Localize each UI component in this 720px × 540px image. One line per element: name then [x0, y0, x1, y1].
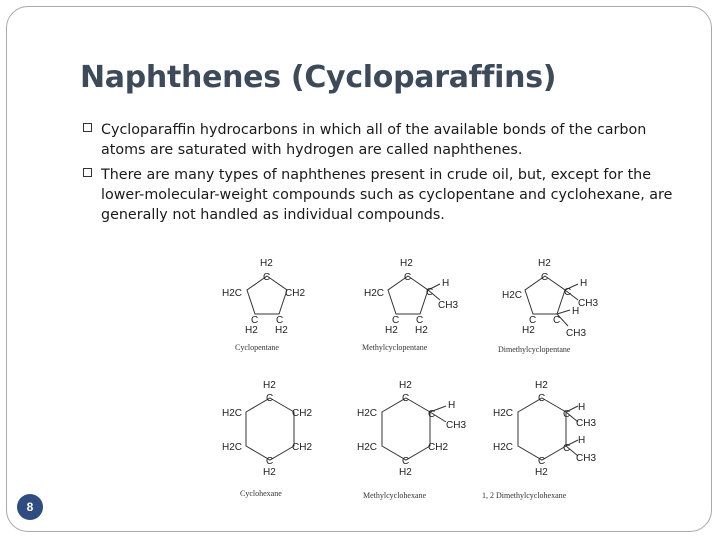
atom-label: H [578, 435, 586, 446]
atom-label: CH3 [566, 328, 587, 339]
atom-label: C [416, 315, 424, 326]
methylcyclohexane-structure [357, 380, 466, 500]
atom-label: H [578, 402, 586, 413]
atom-label: H2C [364, 288, 385, 299]
cyclohexane-structure [222, 380, 312, 498]
atom-label: C [266, 393, 274, 404]
structure-name: Methylcyclohexane [363, 491, 427, 500]
naphthene-structures-figure [200, 250, 620, 510]
bullet-text: Cycloparaffin hydrocarbons in which all of the available bonds of the carbon atoms are saturated with hydrogen are called naphthenes. [101, 122, 647, 158]
atom-label: H2C [222, 442, 243, 453]
methylcyclopentane-structure [362, 258, 458, 352]
atom-label: H2 [538, 258, 551, 269]
slide-title: Naphthenes (Cycloparaffins) [80, 60, 557, 95]
atom-label: H2 [263, 467, 276, 478]
atom-label: H2C [493, 408, 514, 419]
atom-label: H2 [245, 325, 258, 336]
page-number-badge: 8 [17, 494, 43, 520]
square-bullet-icon [83, 168, 92, 177]
atom-label: C [541, 272, 549, 283]
structure-name: Cyclopentane [235, 343, 279, 352]
atom-label: CH2 [292, 442, 313, 453]
dimethylcyclopentane-structure [498, 258, 598, 354]
atom-label: C [564, 287, 572, 298]
structure-name: Dimethylcyclopentane [498, 345, 571, 354]
atom-label: H2C [357, 408, 378, 419]
atom-label: C [553, 315, 561, 326]
atom-label: C [538, 456, 546, 467]
atom-label: C [402, 456, 410, 467]
structure-name: 1, 2 Dimethylcyclohexane [482, 491, 567, 500]
atom-label: H2 [275, 325, 288, 336]
structures-svg [200, 250, 620, 510]
atom-label: H [442, 278, 450, 289]
atom-label: C [266, 456, 274, 467]
dimethylcyclohexane-structure [482, 380, 596, 500]
atom-label: CH3 [446, 420, 467, 431]
atom-label: H2 [260, 258, 273, 269]
atom-label: C [402, 393, 410, 404]
atom-label: H2 [385, 325, 398, 336]
atom-label: C [404, 272, 412, 283]
structure-name: Cyclohexane [240, 489, 282, 498]
atom-label: H2 [263, 380, 276, 391]
atom-label: H2C [493, 442, 514, 453]
atom-label: CH3 [576, 418, 597, 429]
atom-label: C [251, 315, 259, 326]
bullet-item [83, 120, 673, 160]
atom-label: H2 [400, 258, 413, 269]
atom-label: CH3 [438, 300, 459, 311]
atom-label: H2 [535, 380, 548, 391]
atom-label: H [448, 400, 456, 411]
square-bullet-icon [83, 123, 92, 132]
structure-name: Methylcyclopentane [362, 343, 428, 352]
atom-label: C [538, 393, 546, 404]
atom-label: C [263, 272, 271, 283]
atom-label: C [392, 315, 400, 326]
atom-label: H2 [522, 325, 535, 336]
atom-label: CH2 [428, 442, 449, 453]
atom-label: C [426, 287, 434, 298]
bullet-list [83, 120, 673, 230]
atom-label: C [276, 315, 284, 326]
atom-label: C [563, 443, 571, 454]
bullet-text: There are many types of naphthenes present in crude oil, but, except for the lower-molecular-weight compounds such as cyclopentane and cyclohexane, are generally not handled as individual compounds. [101, 167, 673, 223]
atom-label: H [580, 278, 588, 289]
atom-label: H [572, 306, 580, 317]
atom-label: C [428, 409, 436, 420]
cyclopentane-structure [222, 258, 305, 352]
atom-label: CH3 [576, 453, 597, 464]
bullet-item [83, 165, 673, 225]
atom-label: H2 [399, 467, 412, 478]
atom-label: CH2 [285, 288, 306, 299]
atom-label: C [563, 409, 571, 420]
atom-label: H2 [399, 380, 412, 391]
atom-label: C [529, 315, 537, 326]
atom-label: H2C [357, 442, 378, 453]
atom-label: CH3 [578, 298, 599, 309]
atom-label: H2C [222, 288, 243, 299]
atom-label: H2C [502, 290, 523, 301]
atom-label: H2 [415, 325, 428, 336]
atom-label: H2C [222, 408, 243, 419]
atom-label: CH2 [292, 408, 313, 419]
atom-label: H2 [535, 467, 548, 478]
